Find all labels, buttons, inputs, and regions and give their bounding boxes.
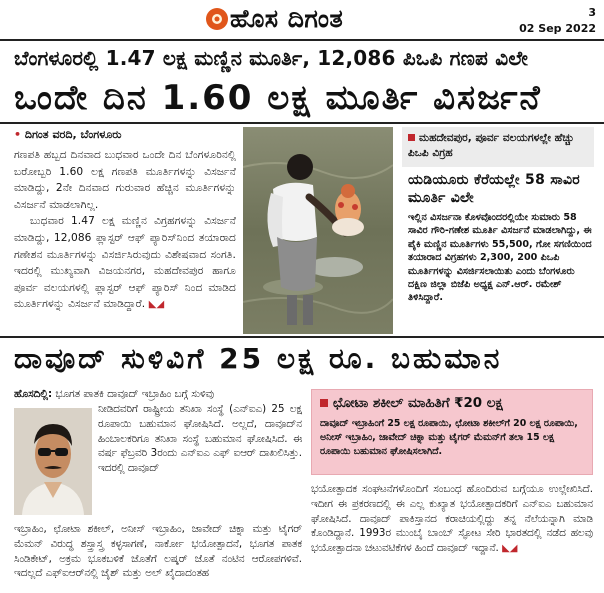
masthead <box>0 0 604 38</box>
story2-dateline: ಹೊಸದಿಲ್ಲಿ: <box>14 388 53 400</box>
story1-byline: • ದಿಗಂತ ವರದಿ, ಬೆಂಗಳೂರು <box>14 128 122 141</box>
sun-emblem-icon <box>206 8 228 30</box>
sidebar-headline: ಯಡಿಯೂರು ಕೆರೆಯಲ್ಲೇ 58 ಸಾವಿರ ಮೂರ್ತಿ ವಿಲೇ <box>408 172 581 206</box>
section-divider <box>0 122 604 124</box>
story2-column-c: ಭಯೋತ್ಪಾದಕ ಸಂಘಟನೆಗಳೊಂದಿಗೆ ಸಂಬಂಧ ಹೊಂದಿರುವ ಬಗ್ಗೆಯೂ ಉಲ್ಲೇಖಿಸಿದೆ. ಇದೀಗ ಈ ಪ್ರಕರಣದಲ್ಲಿ ಈ ಎಲ್ಲ ಕುಖ್ಯಾತ ಭಯೋತ್ಪಾದಕರಿಗೆ ಎನ್‌ಐಎ ಬಹುಮಾನ ಘೋಷಿಸಿದೆ. ದಾವೂದ್ ಪಾಕಿಸ್ತಾನದ ಕರಾಚಿಯಲ್ಲಿದ್ದು ತನ್ನ ನೆಲೆಯನ್ನಾಗಿ ಮಾಡಿ ಕೊಂಡಿದ್ದಾನೆ. 1993ರ ಮುಂಬೈ ಬಾಂಬ್ ಸ್ಫೋಟ ಸೇರಿ ಭಾರತದಲ್ಲಿ ನಡೆದ ಹಲವು ಭಯೋತ್ಪಾದನಾ ಚಟುವಟಿಕೆಗಳ ಹಿಂದೆ ದಾವೂದ್ ಇದ್ದಾನೆ. ◣◢ <box>311 483 593 555</box>
story1-subheadline: ಬೆಂಗಳೂರಲ್ಲಿ 1.47 ಲಕ್ಷ ಮಣ್ಣಿನ ಮೂರ್ತಿ, 12,086 ಪಿಒಪಿ ಗಣಪ ವಿಲೇ <box>14 46 529 70</box>
end-mark-icon: ◣◢ <box>502 543 518 555</box>
immersion-photo <box>243 127 393 334</box>
sidebar-body: ಇಲ್ಲಿನ ವಿಸರ್ಜನಾ ಕೊಳವೊಂದರಲ್ಲಿಯೇ ಸುಮಾರು 58 ಸಾವಿರ ಗೌರಿ-ಗಣೇಶ ಮೂರ್ತಿ ವಿಸರ್ಜನೆ ಮಾಡಲಾಗಿದ್ದು, ಈ ಪೈಕಿ ಮಣ್ಣಿನ ಮೂರ್ತಿಗಳು 55,500, ಗೋ ಸಗಣಿಯಿಂದ ತಯಾರಾದ ವಿಗ್ರಹಗಳು 2,300, 200 ಪಿಒಪಿ ಮೂರ್ತಿಗಳನ್ನು ವಿಸರ್ಜಿಸಲಾಯಿತು ಎಂದು ಬೆಂಗಳೂರು ದಕ್ಷಿಣ ಜಿಲ್ಲಾ ಬಿಜೆಪಿ ಅಧ್ಯಕ್ಷ ಎನ್.ಆರ್. ರಮೇಶ್ ತಿಳಿಸಿದ್ದಾರೆ. <box>408 212 592 304</box>
story1-body <box>14 147 236 314</box>
page-number: 3 <box>588 6 596 19</box>
section-divider <box>0 336 604 338</box>
sidebar-yediyur-lake <box>402 127 594 334</box>
kicker-marker-icon <box>320 399 328 407</box>
edition-date: 02 Sep 2022 <box>519 22 596 35</box>
story2-column-a: ನೀಡಿದವರಿಗೆ ರಾಷ್ಟ್ರೀಯ ತನಿಖಾ ಸಂಸ್ಥೆ (ಎನ್‌ಐಎ) 25 ಲಕ್ಷ ರೂಪಾಯಿ ಬಹುಮಾನ ಘೋಷಿಸಿದೆ. ಅಲ್ಲದೆ, ದಾವೂದ್‌ನ ಹಿಂಬಾಲಕರಿಗೂ ತನಿಖಾ ಸಂಸ್ಥೆ ಬಹುಮಾನ ಘೋಷಿಸಿದೆ. ಈ ವರ್ಷ ಫೆಬ್ರವರಿ 3ರಂದು ಎನ್‌ಐಎ ಎಫ್ ಐಆರ್ ದಾಖಲಿಸಿತ್ತು. ಇದರಲ್ಲಿ ದಾವೂದ್ <box>98 403 302 475</box>
masthead-divider <box>0 39 604 41</box>
dawood-photo <box>14 408 92 515</box>
story1-paragraph: ಬುಧವಾರ 1.47 ಲಕ್ಷ ಮಣ್ಣಿನ ವಿಗ್ರಹಗಳನ್ನು ವಿಸರ್ಜನೆ ಮಾಡಿದ್ದು, 12,086 ಪ್ಲಾಸ್ಟರ್ ಆಫ್ ಪ್ಯಾರಿಸ್‌ನಿಂದ ತಯಾರಾದ ಗಣೇಶನ ಮೂರ್ತಿಗಳನ್ನು ವಿಸರ್ಜಿಸಿರುವುದು ವಿಶೇಷವಾದ ಸಂಗತಿ. ಇದರಲ್ಲಿ ಮುಖ್ಯವಾಗಿ ವಿಜಯನಗರ, ಮಹದೇವಪುರ ಹಾಗೂ ಪೂರ್ವ ವಲಯಗಳಲ್ಲಿ ಪ್ಲಾಸ್ಟರ್ ಆಫ್ ಪ್ಯಾರಿಸ್ ನಿಂದ ಮಾಡಿದ ಮೂರ್ತಿಗಳನ್ನು ವಿಸರ್ಜನೆ ಮಾಡಿದ್ದಾರೆ. ◣◢ <box>14 215 236 311</box>
story2-lead: ಹೊಸದಿಲ್ಲಿ: ಭೂಗತ ಪಾತಕಿ ದಾವೂದ್ ಇಬ್ರಾಹಿಂ ಬಗ್ಗೆ ಸುಳಿವು <box>14 388 215 400</box>
sidebar2-body: ದಾವೂದ್ ಇಬ್ರಾಹಿಂಗೆ 25 ಲಕ್ಷ ರೂಪಾಯಿ, ಛೋಟಾ ಶಕೀಲ್‌ಗೆ 20 ಲಕ್ಷ ರೂಪಾಯಿ, ಅನೀಸ್ ಇಬ್ರಾಹಿಂ, ಜಾವೇದ್ ಚಿಕ್ನಾ ಮತ್ತು ಟೈಗರ್ ಮೆಮನ್‌ಗೆ ತಲಾ 15 ಲಕ್ಷ ರೂಪಾಯಿ ಬಹುಮಾನ ಘೋಷಿಸಲಾಗಿದೆ. <box>320 418 578 457</box>
sidebar-chhota-shakeel <box>311 389 593 475</box>
story1-paragraph: ಗಣಪತಿ ಹಬ್ಬದ ದಿನವಾದ ಬುಧವಾರ ಒಂದೇ ದಿನ ಬೆಂಗಳೂರಿನಲ್ಲಿ ಬರೋಬ್ಬರಿ 1.60 ಲಕ್ಷ ಗಣಪತಿ ಮೂರ್ತಿಗಳನ್ನು ವಿಸರ್ಜನೆ ಮಾಡಿದ್ದು, 2ನೇ ದಿನವಾದ ಗುರುವಾರ ಹೆಚ್ಚಿನ ಮೂರ್ತಿಗಳನ್ನು ವಿಸರ್ಜನೆ ಮಾಡಲಾಗಿಲ್ಲ. <box>14 149 236 211</box>
story2-headline: ದಾವೂದ್ ಸುಳಿವಿಗೆ 25 ಲಕ್ಷ ರೂ. ಬಹುಮಾನ <box>14 342 503 375</box>
sidebar-kicker: ಮಹದೇವಪುರ, ಪೂರ್ವ ವಲಯಗಳಲ್ಲೇ ಹೆಚ್ಚು ಪಿಒಪಿ ವಿಗ್ರಹ <box>402 127 594 167</box>
story1-headline: ಒಂದೇ ದಿನ 1.60 ಲಕ್ಷ ಮೂರ್ತಿ ವಿಸರ್ಜನೆ <box>14 78 542 118</box>
end-mark-icon: ◣◢ <box>148 299 165 311</box>
sidebar2-headline: ಛೋಟಾ ಶಕೀಲ್ ಮಾಹಿತಿಗೆ ₹20 ಲಕ್ಷ <box>320 395 584 413</box>
kicker-marker-icon <box>408 134 415 141</box>
newspaper-title: ಹೊಸ ದಿಗಂತ <box>230 4 344 33</box>
story2-column-b: ಇಬ್ರಾಹಿಂ, ಛೋಟಾ ಶಕೀಲ್, ಅನೀಸ್ ಇಬ್ರಾಹಿಂ, ಜಾವೇದ್ ಚಿಕ್ನಾ ಮತ್ತು ಟೈಗರ್ ಮೆಮನ್ ವಿರುದ್ಧ ಶಸ್ತ್ರಾಸ್ತ್ರ ಕಳ್ಳಸಾಗಣೆ, ನಾರ್ಕೋ ಭಯೋತ್ಪಾದನೆ, ಭೂಗತ ಪಾತಕ ಸಿಂಡಿಕೇಟ್, ಅಕ್ರಮ ಭೂಕಬಳಿಕೆ ಜೊತೆಗೆ ಲಷ್ಕರ್ ಜೊತೆ ನಂಟಿನ ಆರೋಪಗಳಿವೆ. ಇದಲ್ಲದೆ ಎಫ್‌ಐಆರ್‌ನಲ್ಲಿ ಜೈಶ್ ಮತ್ತು ಅಲ್ ಖೈದಾದಂತಹ <box>14 523 302 580</box>
newspaper-logo <box>206 4 343 34</box>
